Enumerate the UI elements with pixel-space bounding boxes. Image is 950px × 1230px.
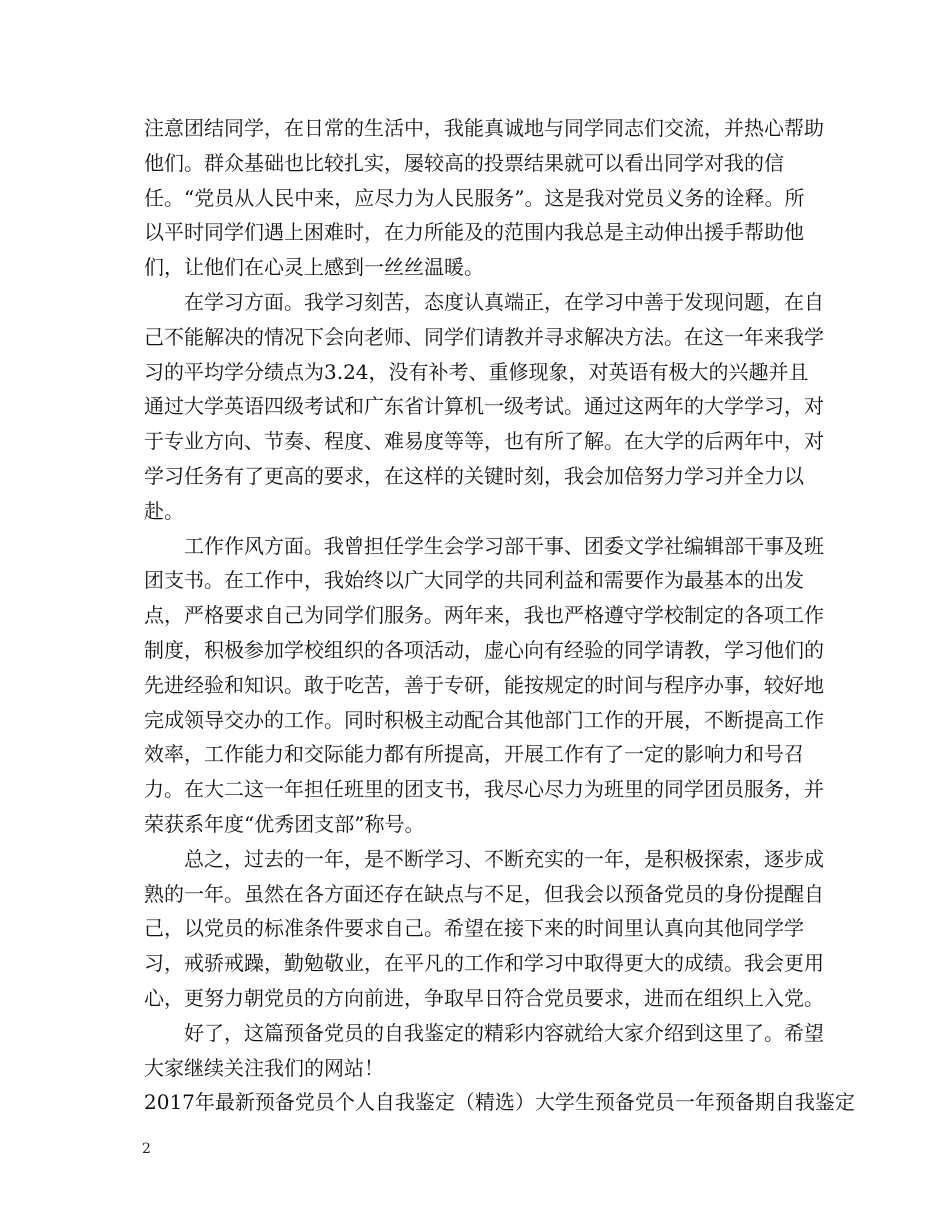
document-body <box>144 111 855 1120</box>
paragraph-study: 在学习方面。我学习刻苦，态度认真端正，在学习中善于发现问题，在自己不能解决的情况下会向老师、同学们请教并寻求解决方法。在这一年来我学习的平均学分绩点为3.24，没有补考、重修现象，对英语有极大的兴趣并且通过大学英语四级考试和广东省计算机一级考试。通过这两年的大学学习，对于专业方向、节奏、程度、难易度等等，也有所了解。在大学的后两年中，对学习任务有了更高的要求，在这样的关键时刻，我会加倍努力学习并全力以赴。 <box>144 289 824 523</box>
page-number: 2 <box>142 1141 151 1157</box>
paragraph-summary: 总之，过去的一年，是不断学习、不断充实的一年，是积极探索，逐步成熟的一年。虽然在各方面还存在缺点与不足，但我会以预备党员的身份提醒自己，以党员的标准条件要求自己。希望在接下来的时间里认真向其他同学学习，戒骄戒躁，勤勉敬业，在平凡的工作和学习中取得更大的成绩。我会更用心，更努力朝党员的方向前进，争取早日符合党员要求，进而在组织上入党。 <box>144 846 824 1010</box>
related-article-title: 2017年最新预备党员个人自我鉴定（精选）大学生预备党员一年预备期自我鉴定 <box>144 1090 855 1115</box>
paragraph-work-style: 工作作风方面。我曾担任学生会学习部干事、团委文学社编辑部干事及班团支书。在工作中，我始终以广大同学的共同利益和需要作为最基本的出发点，严格要求自己为同学们服务。两年来，我也严格遵守学校制定的各项工作制度，积极参加学校组织的各项活动，虚心向有经验的同学请教，学习他们的先进经验和知识。敢于吃苦，善于专研，能按规定的时间与程序办事，较好地完成领导交办的工作。同时积极主动配合其他部门工作的开展，不断提高工作效率，工作能力和交际能力都有所提高，开展工作有了一定的影响力和号召力。在大二这一年担任班里的团支书，我尽心尽力为班里的同学团员服务，并荣获系年度“优秀团支部”称号。 <box>144 533 824 836</box>
paragraph-closing: 好了，这篇预备党员的自我鉴定的精彩内容就给大家介绍到这里了。希望大家继续关注我们的网站！ <box>144 1020 824 1080</box>
paragraph-intro-continued: 注意团结同学，在日常的生活中，我能真诚地与同学同志们交流，并热心帮助他们。群众基础也比较扎实，屡较高的投票结果就可以看出同学对我的信任。“党员从人民中来，应尽力为人民服务”。这是我对党员义务的诠释。所以平时同学们遇上困难时，在力所能及的范围内我总是主动伸出援手帮助他们，让他们在心灵上感到一丝丝温暖。 <box>144 116 824 280</box>
